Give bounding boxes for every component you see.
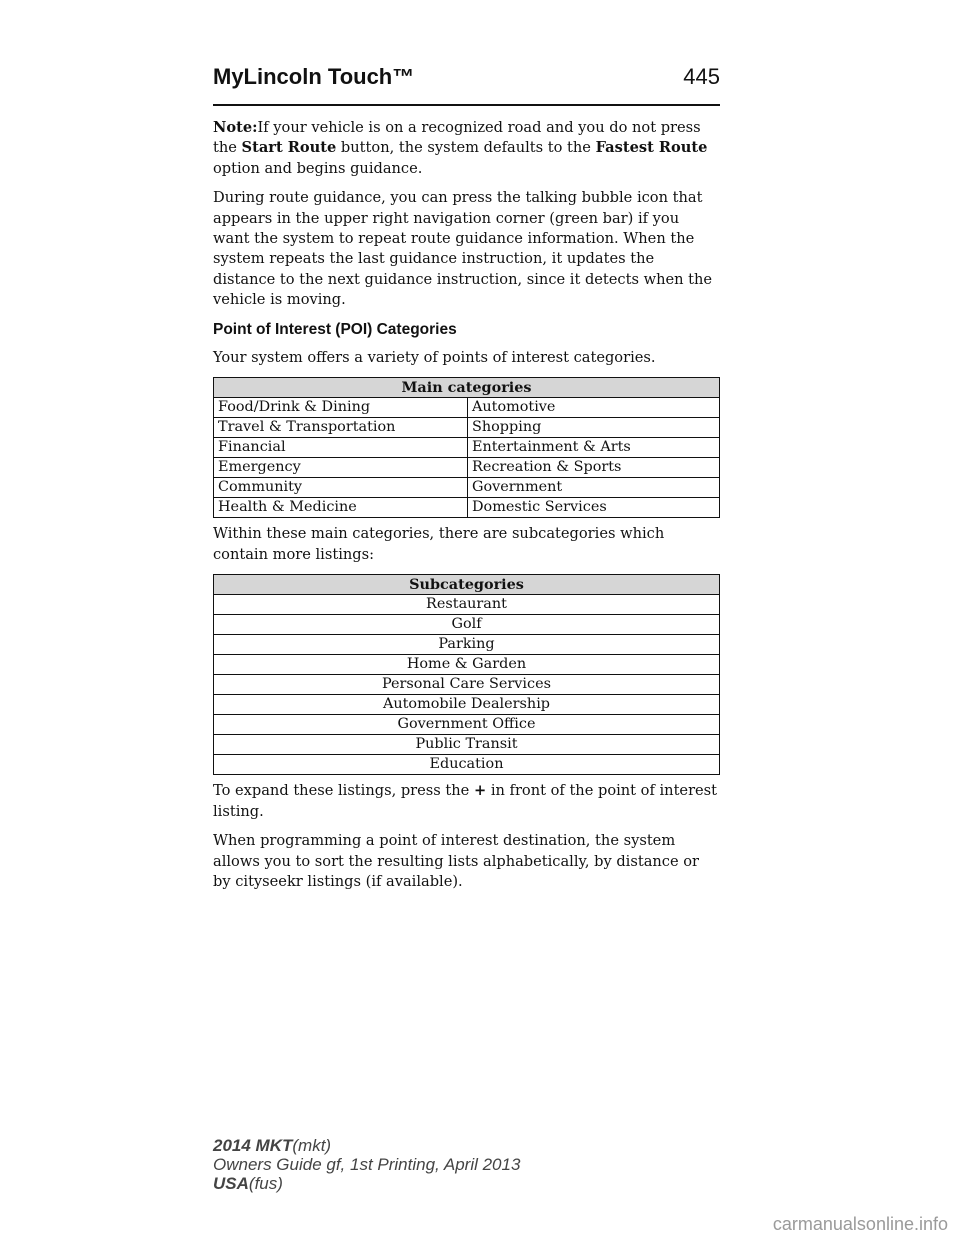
table-cell: Entertainment & Arts	[468, 438, 720, 458]
table-row	[214, 675, 720, 695]
guidance-paragraph: During route guidance, you can press the talking bubble icon that appears in the upper right navigation corner (green bar) if you want the system to repeat route guidance information. When the system repeats the last guidance instruction, it updates the distance to the next guidance instruction, since it detects when the vehicle is moving.	[213, 189, 713, 309]
table-cell: Recreation & Sports	[468, 458, 720, 478]
note-text: option and begins guidance.	[213, 159, 423, 177]
note-label: Note:	[213, 119, 258, 136]
footer-model: 2014 MKT	[213, 1136, 293, 1155]
table-row	[214, 438, 720, 458]
page-content	[213, 118, 720, 901]
expand-text: in front of the point of interest listing.	[213, 782, 718, 820]
table-cell: Education	[214, 755, 720, 775]
print-footer	[213, 1136, 520, 1193]
table-row	[214, 615, 720, 635]
start-route-term: Start Route	[241, 139, 337, 157]
table-row	[214, 418, 720, 438]
table-row	[214, 695, 720, 715]
table-cell: Automotive	[468, 398, 720, 418]
table-cell: Domestic Services	[468, 498, 720, 518]
table-row	[214, 458, 720, 478]
table-cell: Financial	[214, 438, 468, 458]
table-header-row	[214, 378, 720, 398]
table-row	[214, 478, 720, 498]
table-cell: Restaurant	[214, 595, 720, 615]
intro-paragraph: Your system offers a variety of points of interest categories.	[213, 349, 656, 367]
table-row	[214, 398, 720, 418]
table-cell: Shopping	[468, 418, 720, 438]
subcategories-paragraph: Within these main categories, there are subcategories which contain more listings:	[213, 525, 665, 563]
table-cell: Automobile Dealership	[214, 695, 720, 715]
fastest-route-term: Fastest Route	[595, 139, 708, 157]
table-row	[214, 735, 720, 755]
footer-code: (mkt)	[292, 1136, 332, 1155]
note-text: button, the system defaults to the	[336, 139, 596, 157]
page-number: 445	[683, 64, 720, 89]
header-rule	[213, 104, 720, 106]
table-row	[214, 498, 720, 518]
page-header	[213, 62, 720, 102]
table-cell: Emergency	[214, 458, 468, 478]
table-row	[214, 755, 720, 775]
footer-region-code: (fus)	[248, 1174, 283, 1193]
table-cell: Health & Medicine	[214, 498, 468, 518]
table-cell: Personal Care Services	[214, 675, 720, 695]
expand-paragraph	[213, 781, 720, 822]
watermark: carmanualsonline.info	[772, 1214, 948, 1234]
note-text: If your vehicle is on a recognized road and you do not press the	[213, 119, 701, 157]
table-cell: Parking	[214, 635, 720, 655]
sort-paragraph: When programming a point of interest destination, the system allows you to sort the resulting lists alphabetically, by distance or by cityseekr listings (if available).	[213, 832, 700, 890]
table-cell: Public Transit	[214, 735, 720, 755]
note-paragraph	[213, 118, 720, 179]
table-cell: Home & Garden	[214, 655, 720, 675]
table-cell: Community	[214, 478, 468, 498]
table-row	[214, 595, 720, 615]
table-row	[214, 655, 720, 675]
table-cell: Food/Drink & Dining	[214, 398, 468, 418]
header-title: MyLincoln Touch™	[213, 64, 415, 89]
table-cell: Travel & Transportation	[214, 418, 468, 438]
subcategories-table	[213, 574, 720, 775]
expand-text: To expand these listings, press the	[213, 782, 474, 800]
section-heading: Point of Interest (POI) Categories	[213, 320, 457, 338]
plus-symbol: +	[473, 782, 487, 800]
table-header-row	[214, 575, 720, 595]
table-cell: Golf	[214, 615, 720, 635]
footer-line-3	[213, 1174, 520, 1193]
table-cell: Government Office	[214, 715, 720, 735]
table-row	[214, 635, 720, 655]
table-row	[214, 715, 720, 735]
main-categories-table	[213, 377, 720, 518]
footer-line-2: Owners Guide gf, 1st Printing, April 2013	[213, 1155, 521, 1174]
table-header: Subcategories	[214, 575, 720, 595]
table-cell: Government	[468, 478, 720, 498]
footer-region: USA	[213, 1174, 249, 1193]
table-header: Main categories	[214, 378, 720, 398]
footer-line-1	[213, 1136, 520, 1155]
